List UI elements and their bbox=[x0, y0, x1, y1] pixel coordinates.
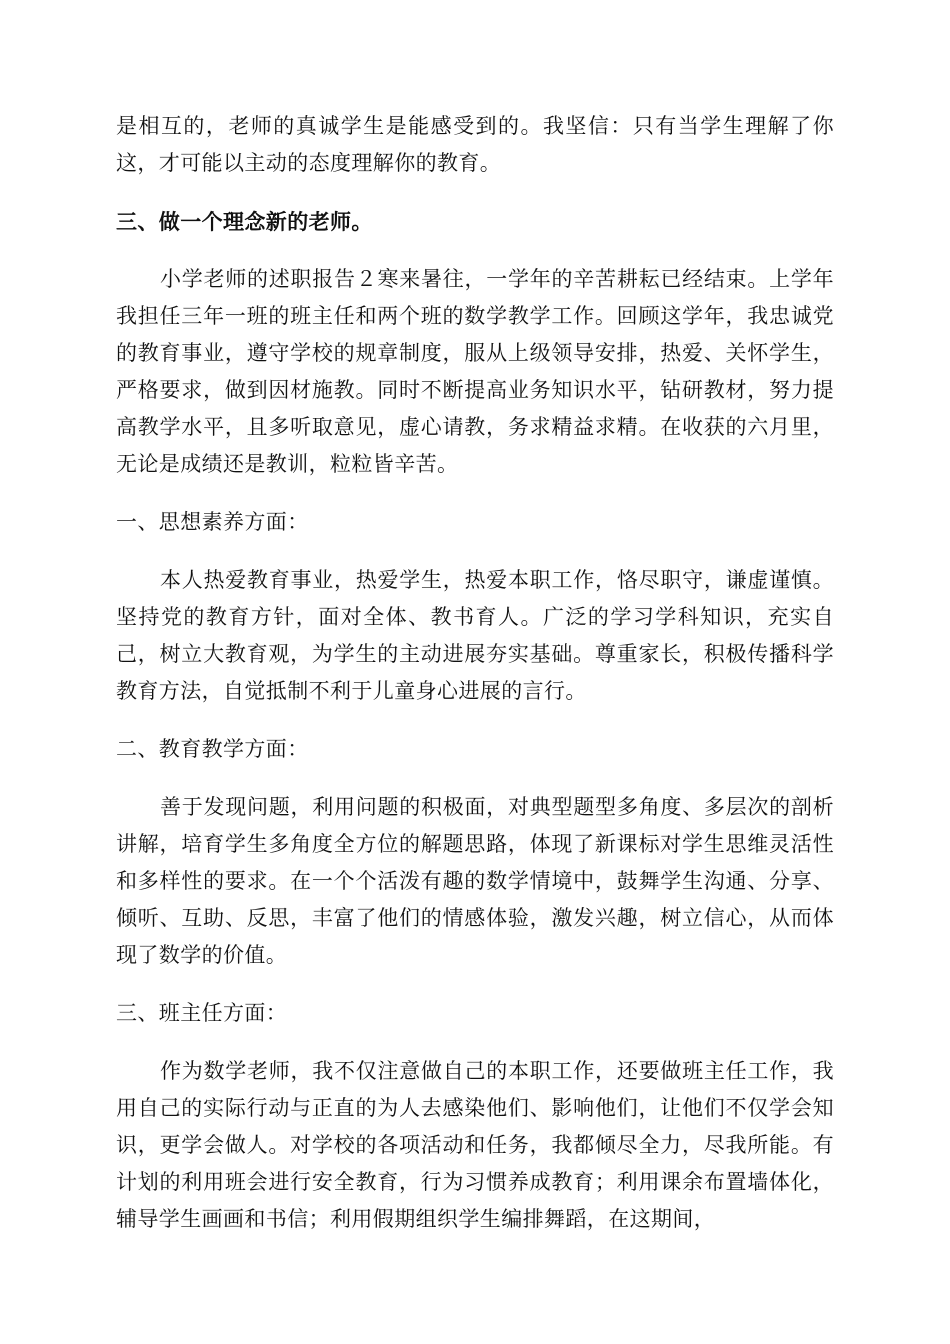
paragraph-education-teaching: 善于发现问题，利用问题的积极面，对典型题型多角度、多层次的剖析讲解，培育学生多角度全方位的解题思路，体现了新课标对学生思维灵活性和多样性的要求。在一个个活泼有趣的数学情境中，鼓舞学生沟通、分享、倾听、互助、反思，丰富了他们的情感体验，激发兴趣，树立信心，从而体现了数学的价值。 bbox=[116, 795, 834, 967]
paragraph-ideological-quality: 本人热爱教育事业，热爱学生，热爱本职工作，恪尽职守，谦虚谨慎。坚持党的教育方针，面对全体、教书育人。广泛的学习学科知识，充实自己，树立大教育观，为学生的主动进展夯实基础。尊重家长，积极传播科学教育方法，自觉抵制不利于儿童身心进展的言行。 bbox=[116, 568, 834, 703]
section-heading-new-concept-teacher: 三、做一个理念新的老师。 bbox=[116, 209, 373, 234]
paragraph-intro-report: 小学老师的述职报告２寒来暑往，一学年的辛苦耕耘已经结束。上学年我担任三年一班的班主任和两个班的数学教学工作。回顾这学年，我忠诚党的教育事业，遵守学校的规章制度，服从上级领导安排，热爱、关怀学生，严格要求，做到因材施教。同时不断提高业务知识水平，钻研教材，努力提高教学水平，且多听取意见，虚心请教，务求精益求精。在收获的六月里，无论是成绩还是教训，粒粒皆辛苦。 bbox=[116, 267, 834, 476]
subheading-ideological-quality: 一、思想素养方面： bbox=[116, 510, 309, 534]
subheading-education-teaching: 二、教育教学方面： bbox=[116, 737, 309, 761]
document-body bbox=[116, 108, 834, 1259]
paragraph-class-teacher: 作为数学老师，我不仅注意做自己的本职工作，还要做班主任工作，我用自己的实际行动与正直的为人去感染他们、影响他们，让他们不仅学会知识，更学会做人。对学校的各项活动和任务，我都倾尽全力，尽我所能。有计划的利用班会进行安全教育，行为习惯养成教育；利用课余布置墙体化，辅导学生画画和书信；利用假期组织学生编排舞蹈，在这期间， bbox=[116, 1059, 834, 1231]
paragraph-continuation: 是相互的，老师的真诚学生是能感受到的。我坚信：只有当学生理解了你这，才可能以主动的态度理解你的教育。 bbox=[116, 114, 834, 175]
subheading-class-teacher: 三、班主任方面： bbox=[116, 1001, 288, 1025]
